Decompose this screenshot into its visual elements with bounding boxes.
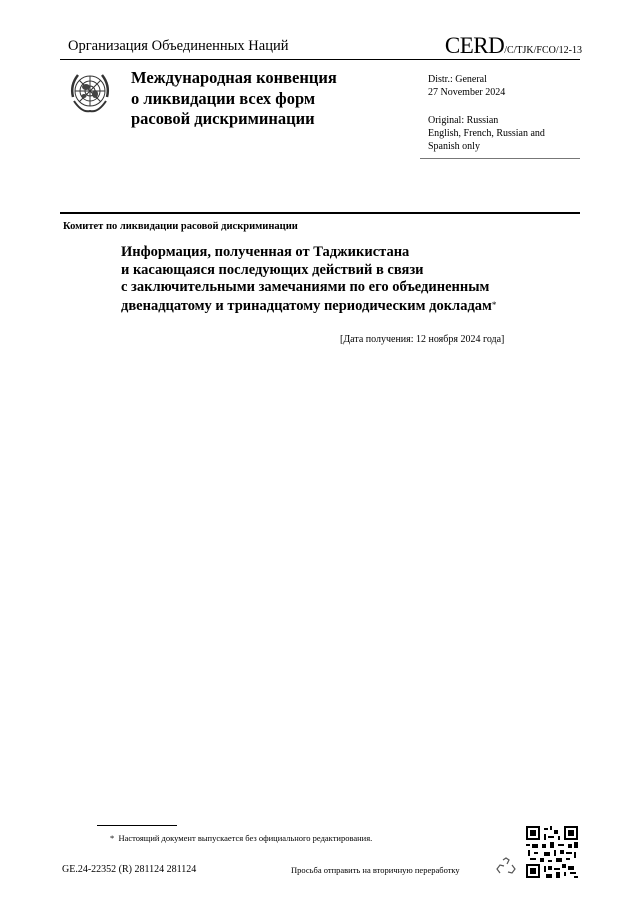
title-line: и касающаяся последующих действий в связи	[121, 261, 424, 278]
qr-code-icon	[526, 826, 578, 878]
date-received: [Дата получения: 12 ноября 2024 года]	[340, 334, 505, 345]
convention-line: расовой дискриминации	[131, 109, 315, 128]
title-line: с заключительными замечаниями по его объединенным	[121, 279, 490, 296]
organization-name: Организация Объединенных Наций	[68, 38, 289, 54]
header-rule	[60, 59, 580, 60]
symbol-main: CERD	[444, 33, 505, 58]
language-block	[428, 114, 545, 153]
title-line: Информация, полученная от Таджикистана	[121, 244, 410, 260]
footnote-mark: *	[110, 833, 115, 843]
divider	[420, 158, 580, 159]
title-line: двенадцатому и тринадцатому периодическим докладам	[121, 297, 492, 314]
distribution-block	[428, 73, 505, 99]
convention-line: Международная конвенция	[131, 68, 337, 87]
original-language: Original: Russian	[428, 115, 499, 126]
footnote-text: Настоящий документ выпускается без официального редактирования.	[118, 833, 373, 843]
heading-rule	[60, 212, 580, 214]
footnote-rule	[97, 825, 177, 826]
document-date: 27 November 2024	[428, 87, 506, 98]
document-reference: GE.24-22352 (R) 281124 281124	[62, 864, 197, 875]
convention-line: о ликвидации всех форм	[131, 88, 316, 108]
footnote	[110, 833, 372, 843]
committee-name: Комитет по ликвидации расовой дискриминации	[63, 221, 298, 232]
recycle-icon	[495, 857, 517, 877]
footnote-marker: *	[491, 299, 497, 310]
convention-title	[131, 68, 337, 130]
recycle-notice: Просьба отправить на вторичную переработку	[291, 865, 460, 875]
languages-line: English, French, Russian and	[428, 128, 545, 139]
document-title	[121, 244, 496, 315]
un-emblem-icon	[64, 67, 116, 119]
symbol-suffix: /C/TJK/FCO/12-13	[504, 45, 582, 56]
document-symbol	[445, 33, 582, 59]
distribution: Distr.: General	[428, 74, 487, 85]
languages-line: Spanish only	[428, 141, 480, 152]
